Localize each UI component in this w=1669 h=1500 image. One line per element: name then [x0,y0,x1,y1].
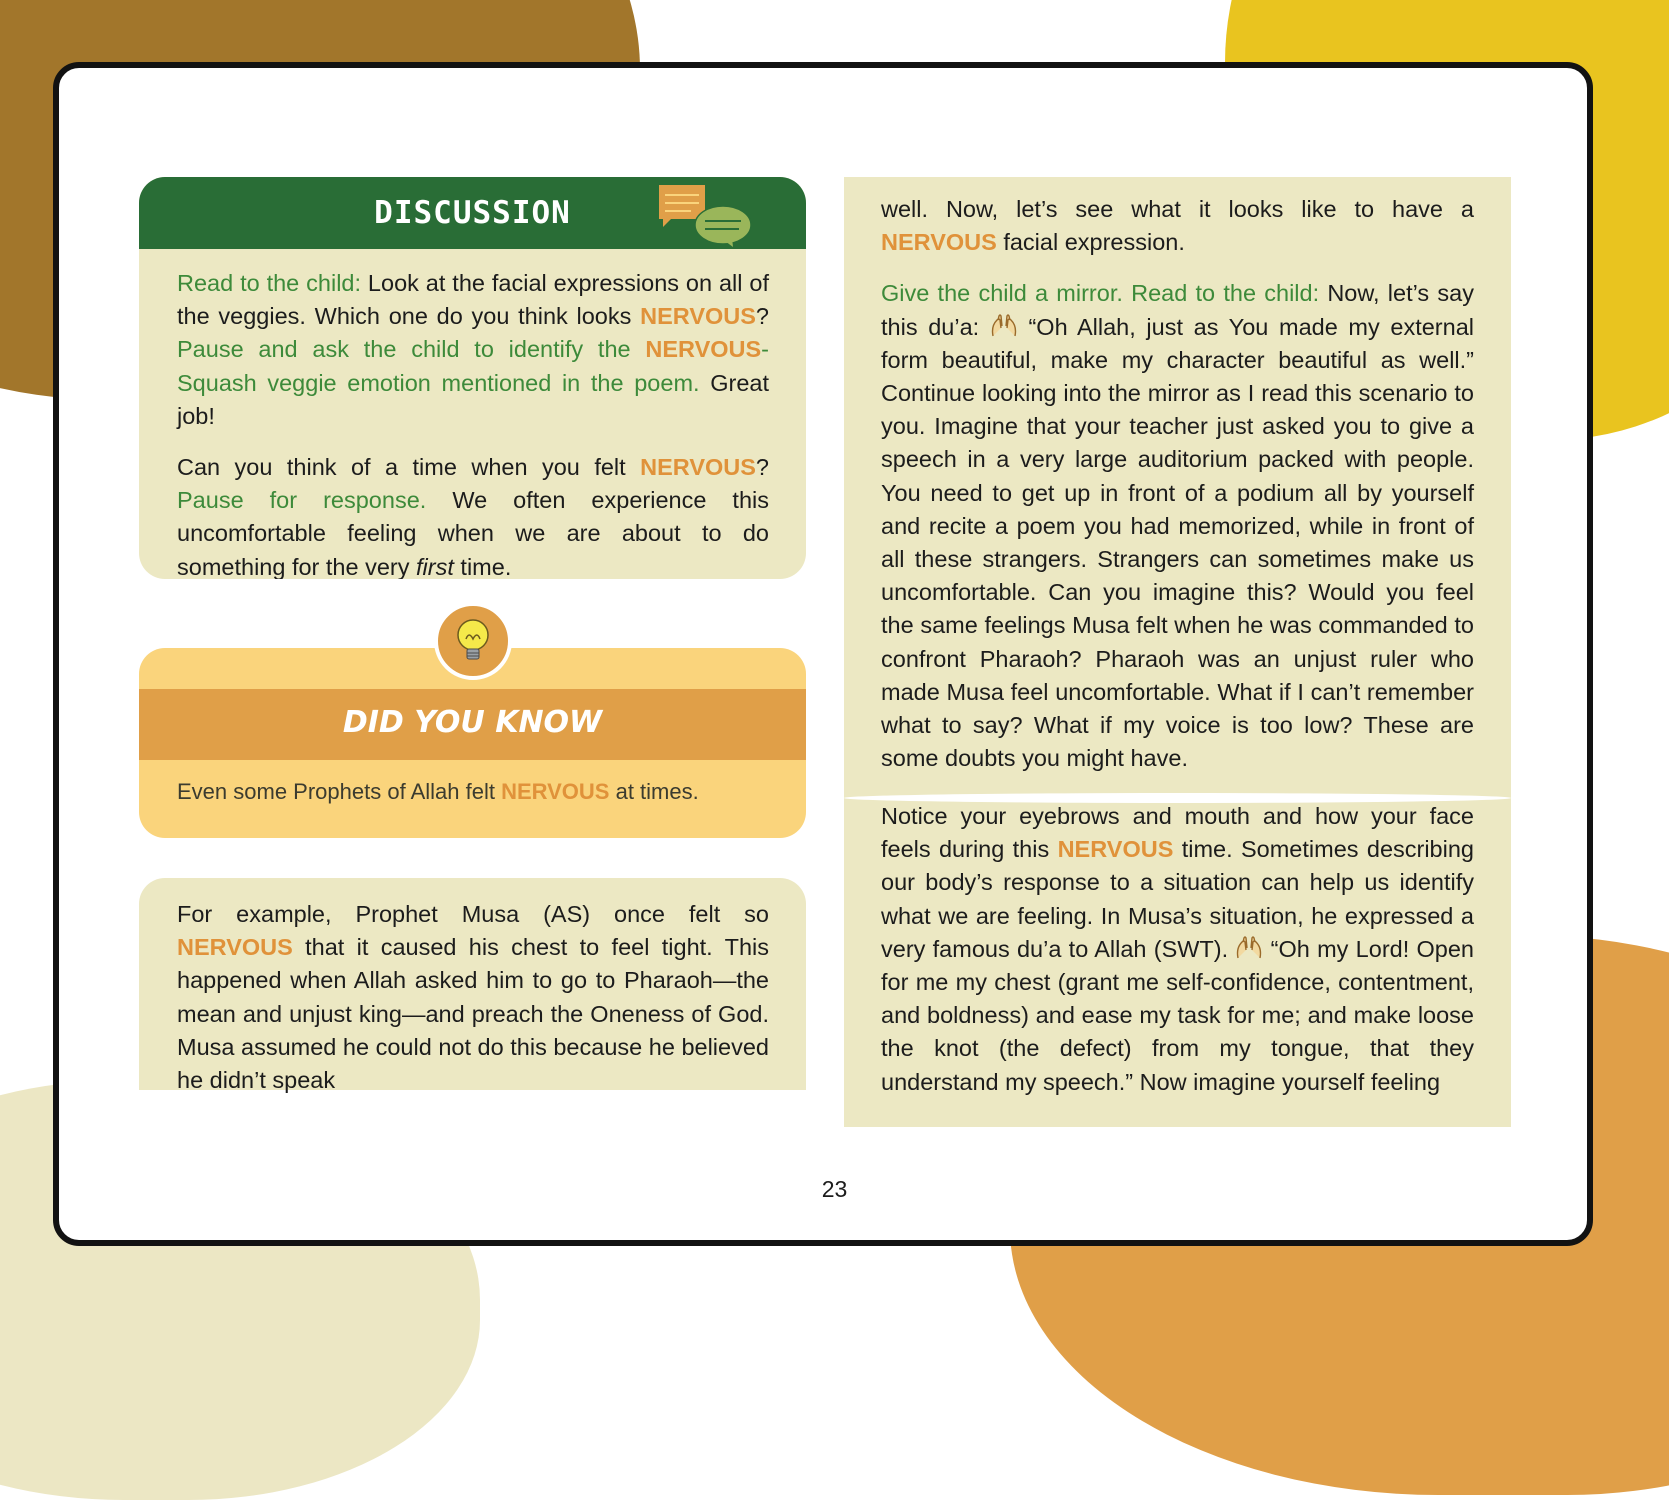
text: time. [453,553,512,579]
nervous-keyword: NERVOUS [177,934,293,961]
nervous-keyword: NERVOUS [640,454,756,481]
right-column-card [844,177,1511,1127]
text: Even some Prophets of Allah felt [177,779,502,804]
instruction-text: Give the child a mirror. Read to the child: [881,280,1320,307]
discussion-header [139,177,806,249]
right-paragraph-3 [881,800,1474,1099]
read-to-child-label: Read to the child: [177,270,362,296]
text: For example, Prophet Musa (AS) once felt so [177,901,769,927]
lightbulb-badge [434,602,512,680]
text: well. Now, let’s see what it looks like to have a [881,196,1474,222]
text: We often experience this uncomfortable feeling when we are about to do something for the very [177,487,769,579]
praying-hands-icon [1235,936,1263,960]
text: “Oh my Lord! Open for me my chest (grant me self-confidence, contentment, and boldness) and ease my task for me; and make loose the knot (the defect) from my tongue, that they understand my speech.” Now imagine yourself feeling [881,935,1474,1095]
text: “Oh Allah, just as You made my external form beautiful, make my character beautiful as well.” Continue looking into the mirror as I read this scenario to you. Imagine that your teacher just asked you to give a speech in a very large auditorium packed with people. You need to get up in front of a podium all by yourself and recite a poem you had memorized, while in front of all these strangers. Strangers can sometimes make us uncomfortable. Can you imagine this? Would you feel the same feelings Musa felt when he was commanded to confront Pharaoh? Pharaoh was an unjust ruler who made Musa feel uncomfortable. What if I can’t remember what to say? What if my voice is too low? These are some doubts you might have. [881,313,1474,772]
example-card [139,878,806,1094]
text: Now, let’s say this du’a: [881,280,1474,340]
text: at times. [609,779,699,804]
did-you-know-band [139,689,806,760]
instruction-text: Pause and ask the child to identify the [177,336,646,363]
discussion-card [139,177,806,579]
nervous-keyword: NERVOUS [501,779,610,804]
instruction-text: -Squash veggie emotion mentioned in the poem. [177,336,769,396]
did-you-know-title: DID YOU KNOW [342,705,603,740]
example-paragraph [177,898,769,1097]
text: ? [755,303,769,330]
text: ? [755,454,769,481]
page-number: 23 [821,1176,848,1202]
right-paragraph-1 [881,193,1474,259]
praying-hands-icon [990,314,1018,338]
did-you-know-text [177,779,699,805]
nervous-keyword: NERVOUS [881,229,997,256]
speech-bubbles-icon [655,181,755,247]
text: Great job! [177,369,769,429]
text: time. Sometimes describing our body’s response to a situation can help us identify what we are feeling. In Musa’s situation, he expressed a very famous du’a to Allah (SWT). [881,836,1474,962]
text: Can you think of a time when you felt [177,454,641,481]
nervous-keyword: NERVOUS [640,303,756,330]
text: Notice your eyebrows and mouth and how your face feels during this [881,803,1474,863]
nervous-keyword: NERVOUS [1057,836,1174,863]
text: that it caused his chest to feel tight. This happened when Allah asked him to go to Pharaoh—the mean and unjust king—and preach the Oneness of God. Musa assumed he could not do this because he believed he didn’t speak [177,934,769,1094]
nervous-keyword: NERVOUS [645,336,762,363]
text: facial expression. [996,229,1185,256]
right-paragraph-2 [881,277,1474,775]
discussion-title: DISCUSSION [374,195,571,231]
instruction-text: Pause for response. [177,487,427,514]
lightbulb-icon [438,606,508,676]
right-column-divider [844,793,1511,803]
discussion-paragraph-1 [177,267,769,433]
emphasis-text: first [416,553,454,579]
text: Look at the facial expressions on all of the veggies. Which one do you think looks [177,270,769,330]
discussion-paragraph-2 [177,451,769,579]
